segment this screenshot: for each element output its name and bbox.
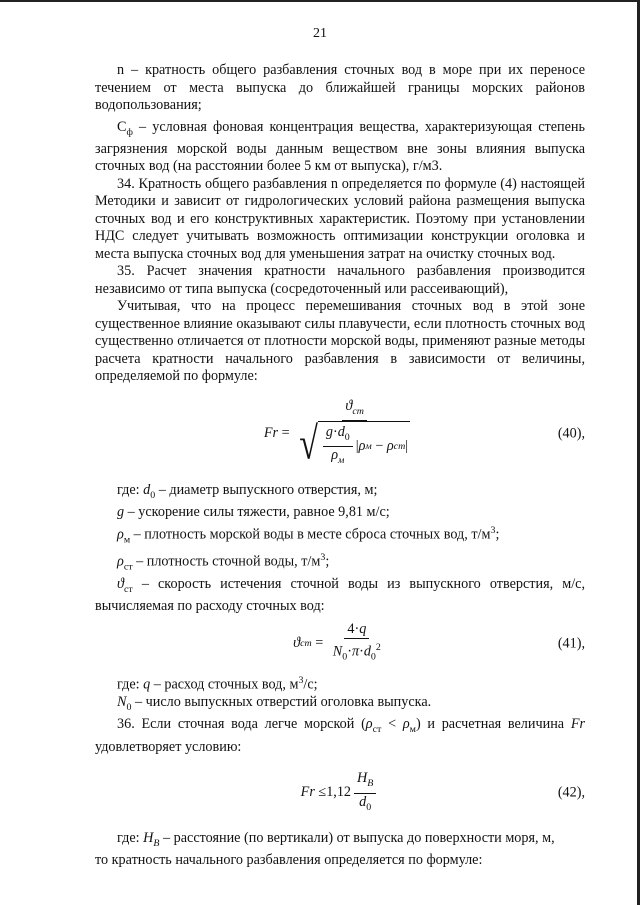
definition-H: где: $H_В$ – расстояние (по вертикали) от выпуска до поверхности моря, м,: [117, 830, 555, 849]
definition-d0: где: $d_0$ – диаметр выпускного отверстия, м;: [117, 481, 378, 501]
formula-40-number: (40),: [557, 425, 585, 442]
definition-rho-st: $\rho_{ст}$ – плотность сточной воды, $т/м^3$;: [117, 551, 330, 573]
paragraph-35-continued: Учитывая, что на процесс перемешивания сточных вод в этой зоне существенное влияние оказывают силы плавучести, если плотность сточных вод существенно отличается от плотности морской воды, применяют разные методы расчета кратности начального разбавления в зависимости от величины, определяемой по формуле:: [95, 298, 585, 385]
page-number: 21: [313, 26, 327, 41]
paragraph-n-definition: [95, 62, 585, 115]
formula-42: Fr ≤ 1,12 $\frac{H_В}{d_0}$: [95, 762, 585, 824]
paragraph-36: 36. Если сточная вода легче морской $(\rho_{ст} < \rho_м)$ и расчетная величина Fr удовлетворяет условию:: [95, 716, 586, 755]
definition-rho-m: $\rho_м$ – плотность морской воды в месте сброса сточных вод, $т/м^3$;: [117, 524, 500, 546]
formula-41: ϑ ст = $\frac{4\cdot q}{N_0\cdot\pi\cdot d_0^2}$: [293, 620, 381, 663]
text-n-rest: течением от места выпуска до ближайшей границы морских районов водопользования;: [95, 79, 585, 113]
symbol-cf: $С_ф$: [117, 118, 133, 138]
formula-40-row: [95, 386, 585, 482]
formula-42-number: (42),: [557, 784, 585, 801]
formula-41-row: [95, 616, 585, 672]
text-n-line1: n – кратность общего разбавления сточных вод в море при их переносе: [117, 62, 585, 78]
definition-q: где: q – расход сточных вод, $м^3/с$;: [117, 674, 318, 693]
page-body: [95, 62, 585, 870]
paragraph-34: 34. Кратность общего разбавления n определяется по формуле (4) настоящей Методики и зависит от гидрологических условий района размещения выпуска сточных вод и его конструктивных характеристик. Поэтому при установлении НДС следует учитывать возможность оптимизации конструкции оголовка и места выпуска сточных вод для уменьшения затрат на очистку сточных вод.: [95, 175, 585, 262]
formula-42-row: [95, 756, 585, 830]
definition-g: g – ускорение силы тяжести, равное 9,81 м/с;: [117, 504, 390, 521]
formula-40: Fr = $ϑ_{ст}$ √ $\frac{g\cdot d_0}{\rho_м}$ | ρ м − ρ ст |: [263, 397, 409, 470]
formula-41-number: (41),: [557, 634, 585, 651]
definition-velocity: $ϑ_{ст}$ – скорость истечения сточной воды из выпускного отверстия, м/с, вычисляемая по расходу сточных вод:: [95, 575, 585, 615]
definition-N0: $N_0$ – число выпускных отверстий оголовка выпуска.: [117, 693, 432, 713]
paragraph-cf-definition: [95, 119, 585, 176]
paragraph-final: то кратность начального разбавления определяется по формуле:: [95, 852, 483, 869]
scan-edge-top: [0, 0, 640, 2]
text-cf-definition: – условная фоновая концентрация вещества, характеризующая степень загрязнения морской воды данным веществом вне зоны влияния выпуска сточных вод (на расстоянии более 5 км от выпуска), г/м3.: [95, 118, 585, 175]
paragraph-35: 35. Расчет значения кратности начального разбавления производится независимо от типа выпуска (сосредоточенный или рассеивающий),: [95, 263, 585, 297]
